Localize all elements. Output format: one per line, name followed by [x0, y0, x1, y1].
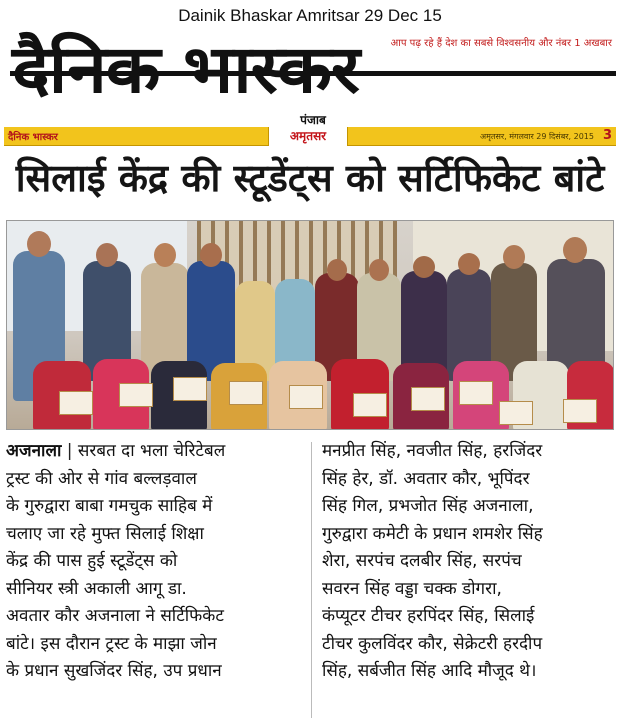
article-line: टीचर कुलविंदर कौर, सेक्रेटरी हरदीप [322, 633, 543, 654]
masthead-tagline: आप पढ़ रहे हैं देश का सबसे विश्वसनीय और नंबर 1 अखबार [390, 38, 612, 49]
article-line: केंद्र की पास हुई स्टूडेंट्स को [6, 551, 178, 571]
certificate [459, 381, 493, 405]
article-line: गुरुद्वारा कमेटी के प्रधान शमशेर सिंह [322, 523, 543, 544]
article-line: चलाए जा रहे मुफ्त सिलाई शिक्षा [6, 523, 204, 544]
photo-head [563, 237, 587, 263]
photo-head [458, 253, 480, 275]
page-caption: Dainik Bhaskar Amritsar 29 Dec 15 [178, 6, 442, 25]
photo-head [369, 259, 389, 281]
section-strip [4, 127, 616, 146]
article-line: कंप्यूटर टीचर हरपिंदर सिंह, सिलाई [322, 606, 535, 626]
photo-head [96, 243, 118, 267]
photo-head [154, 243, 176, 267]
article-column-right [322, 438, 618, 686]
photo-head [200, 243, 222, 267]
article-line: के गुरुद्वारा बाबा गमचुक साहिब में [6, 496, 213, 516]
article-line: शेरा, सरपंच दलबीर सिंह, सरपंच [322, 551, 522, 571]
column-divider [311, 442, 312, 718]
article-first-line: अजनाला | सरबत दा भला चेरिटेबल [6, 441, 226, 461]
photo-head [327, 259, 347, 281]
article-line: मनप्रीत सिंह, नवजीत सिंह, हरजिंदर [322, 441, 543, 461]
certificate [499, 401, 533, 425]
page-number: 3 [602, 128, 612, 143]
certificate [563, 399, 597, 423]
edition-label: पंजाब [300, 113, 326, 127]
article-line: सरबत दा भला चेरिटेबल [77, 441, 226, 461]
certificate [229, 381, 263, 405]
certificate [353, 393, 387, 417]
photo-head [27, 231, 51, 257]
article-line: ट्रस्ट की ओर से गांव बल्लड़वाल [6, 468, 197, 489]
article-body [6, 438, 614, 724]
article-line: सवरन सिंह वड्डा चक्क डोगरा, [322, 578, 502, 599]
photo-head [503, 245, 525, 269]
certificate [119, 383, 153, 407]
article-line: अवतार कौर अजनाला ने सर्टिफिकेट [6, 606, 224, 626]
article-dateline: अजनाला [6, 441, 62, 461]
article-line: बांटे। इस दौरान ट्रस्ट के माझा जोन [6, 633, 217, 654]
certificate [411, 387, 445, 411]
photo-head [413, 256, 435, 278]
newspaper-masthead [10, 31, 616, 125]
article-line: सिंह गिल, प्रभजोत सिंह अजनाला, [322, 496, 534, 516]
certificate [289, 385, 323, 409]
strip-dateline: अमृतसर, मंगलवार 29 दिसंबर, 2015 [479, 132, 594, 141]
article-column-left [6, 438, 302, 686]
city-tab: अमृतसर [268, 127, 348, 146]
article-line: के प्रधान सुखजिंदर सिंह, उप प्रधान [6, 661, 222, 681]
article-line: सीनियर स्त्री अकाली आगू डा. [6, 578, 187, 599]
article-line: सिंह, सर्बजीत सिंह आदि मौजूद थे। [322, 661, 537, 681]
strip-brand: दैनिक भास्कर [8, 132, 58, 143]
article-line: सिंह हेर, डॉ. अवतार कौर, भूपिंदर [322, 468, 530, 489]
newspaper-logo: दैनिक भास्कर [12, 31, 360, 108]
certificate [173, 377, 207, 401]
certificate [59, 391, 93, 415]
group-photo [6, 220, 614, 430]
article-headline: सिलाई केंद्र की स्टूडेंट्स को सर्टिफिकेट बांटे [15, 156, 605, 200]
